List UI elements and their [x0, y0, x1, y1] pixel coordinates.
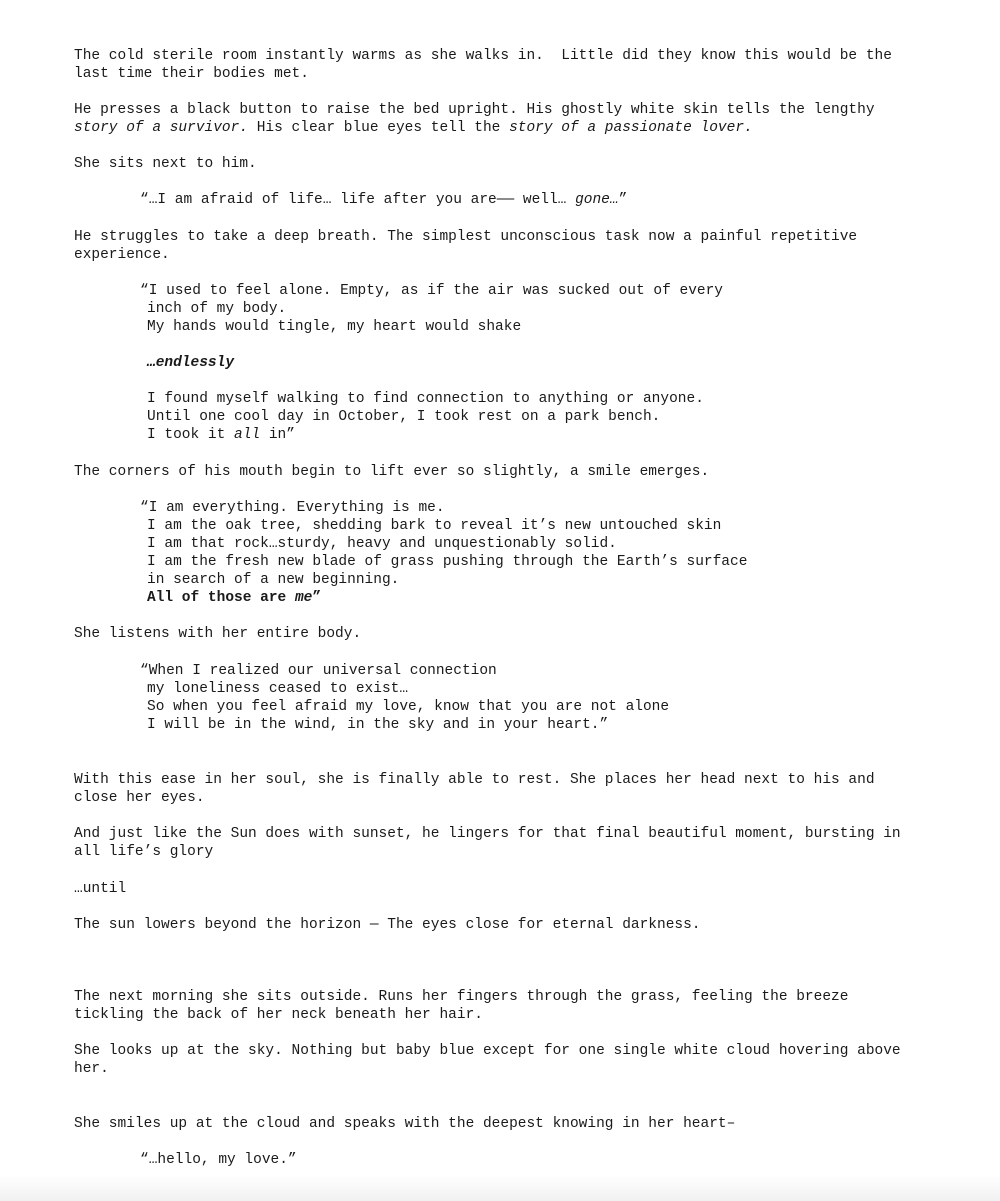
bold-phrase: ” — [312, 590, 322, 606]
bold-phrase: All of those are — [147, 590, 295, 606]
italic-phrase: all — [234, 427, 261, 443]
dialogue-line: “I used to feel alone. Empty, as if the air was sucked out of every — [140, 283, 723, 299]
text-run: in” — [260, 427, 295, 443]
italic-phrase: story of a survivor. — [74, 120, 249, 136]
paragraph-line: experience. — [74, 247, 170, 263]
dialogue-line: I am that rock…sturdy, heavy and unquestionably solid. — [147, 536, 617, 552]
dialogue-line: “…hello, my love.” — [140, 1152, 297, 1168]
dialogue-line: in search of a new beginning. — [147, 572, 400, 588]
dialogue-line: “I am everything. Everything is me. — [140, 500, 445, 516]
paragraph-line: all life’s glory — [74, 844, 214, 860]
italic-phrase: story of a passionate lover. — [509, 120, 753, 136]
paragraph-line: He struggles to take a deep breath. The simplest unconscious task now a painful repetitive — [74, 229, 858, 245]
dialogue-line: “When I realized our universal connection — [140, 663, 497, 679]
dialogue-line: inch of my body. — [147, 301, 287, 317]
dialogue-line — [147, 589, 321, 607]
paragraph-line: And just like the Sun does with sunset, he lingers for that final beautiful moment, bursting in — [74, 826, 901, 842]
dialogue-line — [147, 354, 234, 372]
paragraph-line: her. — [74, 1061, 109, 1077]
dialogue-line: So when you feel afraid my love, know that you are not alone — [147, 699, 670, 715]
paragraph-line: last time their bodies met. — [74, 66, 309, 82]
dialogue-line — [140, 191, 627, 209]
paragraph-line: She smiles up at the cloud and speaks with the deepest knowing in her heart– — [74, 1116, 736, 1132]
dialogue-line: I found myself walking to find connection to anything or anyone. — [147, 391, 704, 407]
bold-italic-phrase: me — [294, 590, 313, 606]
text-run: His clear blue eyes tell the — [248, 120, 510, 136]
paragraph-line: The sun lowers beyond the horizon — The eyes close for eternal darkness. — [74, 917, 701, 933]
text-run: ” — [618, 192, 628, 208]
paragraph-line: …until — [74, 881, 127, 897]
dialogue-line: I will be in the wind, in the sky and in your heart.” — [147, 717, 609, 733]
italic-phrase: gone… — [575, 192, 619, 208]
text-run: I took it — [147, 427, 235, 443]
paragraph-line: She listens with her entire body. — [74, 626, 362, 642]
paragraph-line: He presses a black button to raise the bed upright. His ghostly white skin tells the lengthy — [74, 102, 875, 118]
dialogue-line — [147, 426, 295, 444]
paragraph-line: The corners of his mouth begin to lift ever so slightly, a smile emerges. — [74, 464, 710, 480]
paragraph-line: The next morning she sits outside. Runs her fingers through the grass, feeling the breeze — [74, 989, 849, 1005]
dialogue-line: My hands would tingle, my heart would shake — [147, 319, 522, 335]
paragraph-line: tickling the back of her neck beneath her hair. — [74, 1007, 483, 1023]
paragraph-line: She looks up at the sky. Nothing but baby blue except for one single white cloud hovering above — [74, 1043, 901, 1059]
paragraph-line: close her eyes. — [74, 790, 205, 806]
page-bottom-edge — [0, 1175, 1000, 1201]
dialogue-line: I am the fresh new blade of grass pushing through the Earth’s surface — [147, 554, 748, 570]
dialogue-line: I am the oak tree, shedding bark to reveal it’s new untouched skin — [147, 518, 722, 534]
paragraph-line: With this ease in her soul, she is finally able to rest. She places her head next to his and — [74, 772, 875, 788]
paragraph-line: The cold sterile room instantly warms as she walks in. Little did they know this would be the — [74, 48, 892, 64]
dialogue-line: Until one cool day in October, I took rest on a park bench. — [147, 409, 661, 425]
text-run: “…I am afraid of life… life after you are—— well… — [140, 192, 576, 208]
paragraph-line — [74, 119, 753, 137]
italic-phrase: …endlessly — [147, 355, 235, 371]
paragraph-line: She sits next to him. — [74, 156, 257, 172]
dialogue-line: my loneliness ceased to exist… — [147, 681, 409, 697]
